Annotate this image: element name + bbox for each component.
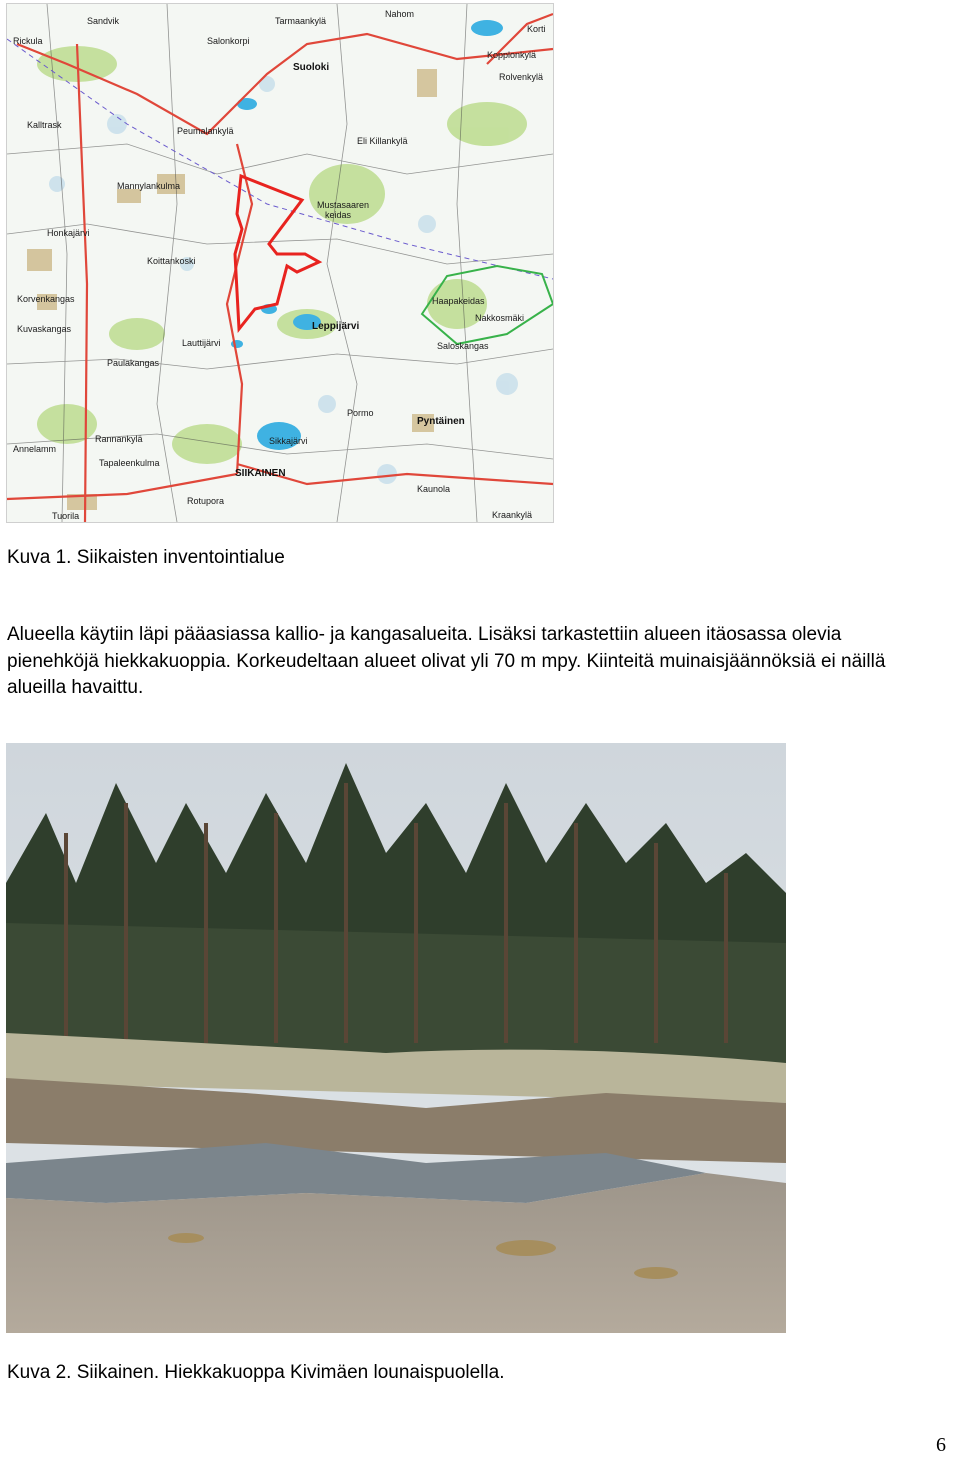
svg-text:Saloskangas: Saloskangas bbox=[437, 341, 489, 351]
svg-text:Kalltrask: Kalltrask bbox=[27, 120, 62, 130]
svg-text:Tarmaankylä: Tarmaankylä bbox=[275, 16, 327, 26]
figure-1-caption: Kuva 1. Siikaisten inventointialue bbox=[7, 547, 285, 568]
svg-text:Rickula: Rickula bbox=[13, 36, 43, 46]
svg-text:Annelamm: Annelamm bbox=[13, 444, 57, 454]
svg-text:Tuorila: Tuorila bbox=[52, 511, 80, 521]
svg-text:Korvenkangas: Korvenkangas bbox=[17, 294, 75, 304]
svg-text:Kaunola: Kaunola bbox=[417, 484, 451, 494]
svg-text:Mustasaaren: Mustasaaren bbox=[317, 200, 370, 210]
svg-text:Rannankylä: Rannankylä bbox=[95, 434, 143, 444]
svg-text:Haapakeidas: Haapakeidas bbox=[432, 296, 485, 306]
svg-text:Peumalankylä: Peumalankylä bbox=[177, 126, 234, 136]
svg-text:Paulakangas: Paulakangas bbox=[107, 358, 160, 368]
page-number: 6 bbox=[936, 1434, 946, 1456]
svg-text:Salonkorpi: Salonkorpi bbox=[207, 36, 250, 46]
svg-text:Kuvaskangas: Kuvaskangas bbox=[17, 324, 72, 334]
map-image bbox=[6, 3, 554, 523]
svg-text:Leppijärvi: Leppijärvi bbox=[312, 321, 360, 332]
svg-text:Koittankoski: Koittankoski bbox=[147, 256, 196, 266]
svg-text:Suoloki: Suoloki bbox=[293, 62, 330, 73]
svg-text:Mannylankulma: Mannylankulma bbox=[117, 181, 181, 191]
svg-text:Honkajärvi: Honkajärvi bbox=[47, 228, 90, 238]
svg-text:Rotupora: Rotupora bbox=[187, 496, 225, 506]
svg-text:Sandvik: Sandvik bbox=[87, 16, 120, 26]
body-paragraph: Alueella käytiin läpi pääasiassa kallio- ja kangasalueita. Lisäksi tarkastettiin alueen itäosassa olevia pienehköjä hiekkakuoppia. Korkeudeltaan alueet olivat yli 70 m mpy. Kiinteitä muinaisjäännöksiä ei näillä alueilla havaittu. bbox=[7, 624, 886, 698]
svg-text:Rolvenkylä: Rolvenkylä bbox=[499, 72, 544, 82]
svg-text:Pyntäinen: Pyntäinen bbox=[417, 416, 465, 427]
svg-text:Nahom: Nahom bbox=[385, 9, 415, 19]
sand-pit-photo bbox=[6, 743, 786, 1333]
svg-text:Sikkajärvi: Sikkajärvi bbox=[269, 436, 308, 446]
svg-text:keidas: keidas bbox=[325, 210, 352, 220]
figure-2-caption: Kuva 2. Siikainen. Hiekkakuoppa Kivimäen lounaispuolella. bbox=[7, 1362, 505, 1383]
svg-text:Nakkosmäki: Nakkosmäki bbox=[475, 313, 525, 323]
svg-text:Pormo: Pormo bbox=[347, 408, 374, 418]
svg-text:Kraankylä: Kraankylä bbox=[492, 510, 533, 520]
svg-text:Eli Killankylä: Eli Killankylä bbox=[357, 136, 408, 146]
svg-text:SIIKAINEN: SIIKAINEN bbox=[235, 468, 286, 479]
svg-text:Korti: Korti bbox=[527, 24, 546, 34]
svg-text:Tapaleenkulma: Tapaleenkulma bbox=[99, 458, 160, 468]
svg-text:Lauttijärvi: Lauttijärvi bbox=[182, 338, 221, 348]
svg-text:Kopplonkylä: Kopplonkylä bbox=[487, 50, 537, 60]
